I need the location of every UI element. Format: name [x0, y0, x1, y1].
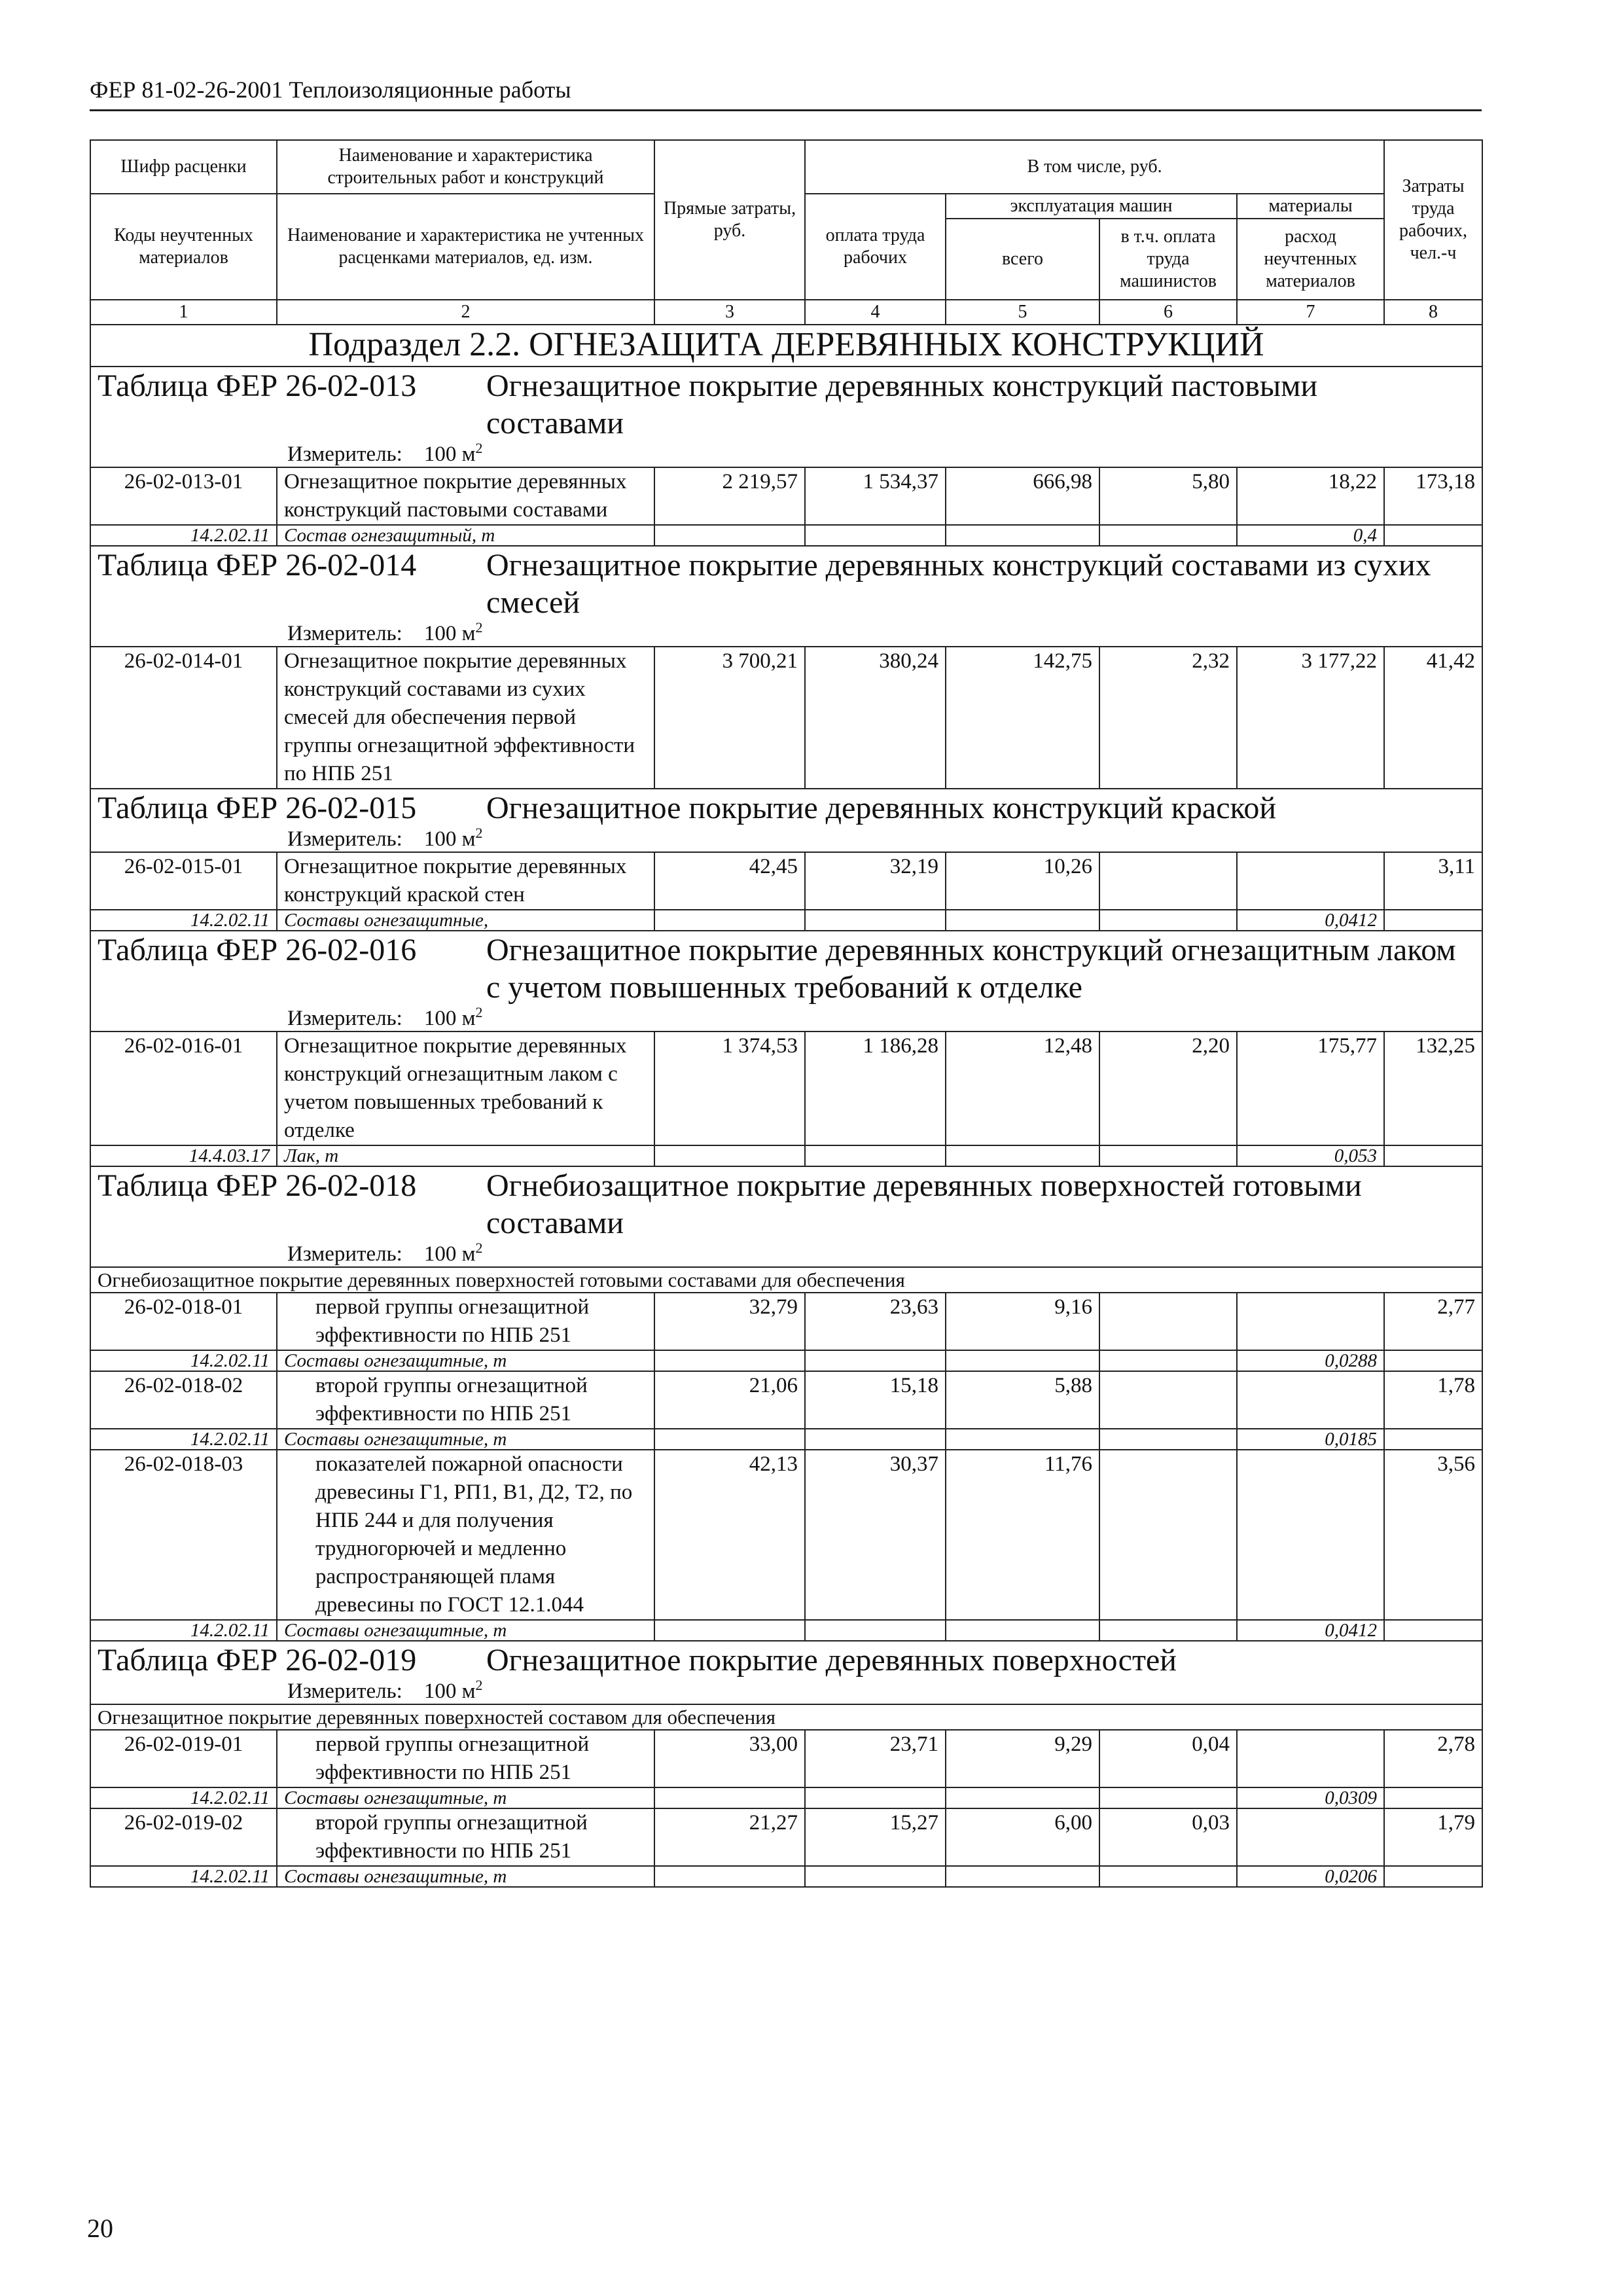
- direct-cost: 2 219,57: [654, 467, 805, 525]
- machines-total: 142,75: [946, 647, 1099, 789]
- labor-hours: 2,77: [1384, 1293, 1482, 1350]
- table-row: [90, 647, 1482, 789]
- empty-cell: [1384, 525, 1482, 546]
- table-heading-row: [90, 1641, 1482, 1704]
- wages-cost: 1 186,28: [805, 1031, 946, 1145]
- machines-total: 12,48: [946, 1031, 1099, 1145]
- empty-cell: [805, 1429, 946, 1450]
- empty-cell: [805, 1620, 946, 1641]
- empty-cell: [1099, 1620, 1237, 1641]
- table-code: Таблица ФЕР 26-02-016: [98, 933, 417, 967]
- empty-cell: [654, 1145, 805, 1166]
- rate-code: 26-02-019-01: [90, 1730, 277, 1787]
- empty-cell: [805, 1350, 946, 1371]
- table-row: [90, 1450, 1482, 1620]
- table-body: [90, 325, 1482, 1887]
- table-row: [90, 467, 1482, 525]
- empty-cell: [946, 1429, 1099, 1450]
- unit-label: Измеритель:: [287, 827, 402, 851]
- empty-cell: [805, 1145, 946, 1166]
- material-row: [90, 1429, 1482, 1450]
- unit-value: 100 м: [423, 622, 476, 645]
- machinist-wages: 5,80: [1099, 467, 1237, 525]
- empty-cell: [946, 1620, 1099, 1641]
- empty-cell: [1384, 1620, 1482, 1641]
- table-heading-row: [90, 546, 1482, 647]
- table-heading-row: [90, 367, 1482, 467]
- document-title: ФЕР 81-02-26-2001 Теплоизоляционные работы: [90, 77, 571, 103]
- labor-hours: 3,11: [1384, 852, 1482, 910]
- wages-cost: 30,37: [805, 1450, 946, 1620]
- empty-cell: [946, 525, 1099, 546]
- empty-cell: [654, 525, 805, 546]
- table-row: [90, 1808, 1482, 1866]
- table-row: [90, 1031, 1482, 1145]
- material-usage: 0,0309: [1237, 1787, 1384, 1808]
- wages-cost: 15,18: [805, 1371, 946, 1429]
- machines-total: 5,88: [946, 1371, 1099, 1429]
- work-name: второй группы огнезащитной эффективности по НПБ 251: [277, 1808, 654, 1866]
- machinist-wages: [1099, 1371, 1237, 1429]
- wages-cost: 15,27: [805, 1808, 946, 1866]
- direct-cost: 42,13: [654, 1450, 805, 1620]
- empty-cell: [805, 910, 946, 931]
- empty-cell: [1099, 1145, 1237, 1166]
- col-header-mat-usage: расход неучтенных материалов: [1237, 219, 1384, 300]
- col-number: 3: [654, 300, 805, 325]
- table-heading: [90, 931, 1482, 1031]
- direct-cost: 21,06: [654, 1371, 805, 1429]
- material-name: Составы огнезащитные, т: [277, 1787, 654, 1808]
- empty-cell: [654, 1787, 805, 1808]
- machinist-wages: 0,03: [1099, 1808, 1237, 1866]
- price-table: [90, 139, 1483, 1888]
- unit-value: 100 м: [423, 1007, 476, 1030]
- unit-label: Измеритель:: [287, 622, 402, 645]
- col-header-name: Наименование и характеристика строительных работ и конструкций: [277, 140, 654, 194]
- machines-total: 6,00: [946, 1808, 1099, 1866]
- table-code: Таблица ФЕР 26-02-018: [98, 1168, 417, 1203]
- direct-cost: 32,79: [654, 1293, 805, 1350]
- empty-cell: [946, 1350, 1099, 1371]
- table-row: [90, 1730, 1482, 1787]
- table-title: Огнезащитное покрытие деревянных поверхностей: [486, 1643, 1177, 1677]
- materials-cost: [1237, 1808, 1384, 1866]
- work-name: Огнезащитное покрытие деревянных конструкций составами из сухих смесей для обеспечения первой группы огнезащитной эффективности по НПБ 251: [277, 647, 654, 789]
- table-heading: [90, 1166, 1482, 1267]
- labor-hours: 41,42: [1384, 647, 1482, 789]
- empty-cell: [1384, 1350, 1482, 1371]
- material-code: 14.4.03.17: [90, 1145, 277, 1166]
- materials-cost: [1237, 1450, 1384, 1620]
- unit-exponent: 2: [475, 1677, 483, 1693]
- materials-cost: [1237, 852, 1384, 910]
- unit-label: Измеритель:: [287, 1679, 402, 1703]
- empty-cell: [1099, 525, 1237, 546]
- work-name: первой группы огнезащитной эффективности по НПБ 251: [277, 1293, 654, 1350]
- table-row: [90, 852, 1482, 910]
- table-code: Таблица ФЕР 26-02-019: [98, 1643, 417, 1677]
- material-row: [90, 1787, 1482, 1808]
- col-header-code: Шифр расценки: [90, 140, 277, 194]
- section-title: Подраздел 2.2. ОГНЕЗАЩИТА ДЕРЕВЯННЫХ КОНСТРУКЦИЙ: [90, 325, 1482, 367]
- direct-cost: 3 700,21: [654, 647, 805, 789]
- table-heading-row: [90, 1166, 1482, 1267]
- empty-cell: [946, 910, 1099, 931]
- materials-cost: [1237, 1371, 1384, 1429]
- machinist-wages: 0,04: [1099, 1730, 1237, 1787]
- material-usage: 0,0288: [1237, 1350, 1384, 1371]
- empty-cell: [1384, 910, 1482, 931]
- table-code: Таблица ФЕР 26-02-015: [98, 791, 417, 825]
- table-heading-row: [90, 931, 1482, 1031]
- rate-code: 26-02-014-01: [90, 647, 277, 789]
- work-name: Огнезащитное покрытие деревянных конструкций огнезащитным лаком с учетом повышенных требований к отделке: [277, 1031, 654, 1145]
- direct-cost: 21,27: [654, 1808, 805, 1866]
- unit-exponent: 2: [475, 619, 483, 636]
- rate-code: 26-02-018-01: [90, 1293, 277, 1350]
- unit-line: [98, 1006, 1475, 1031]
- table-heading: [90, 367, 1482, 467]
- material-name: Составы огнезащитные, т: [277, 1350, 654, 1371]
- work-name: Огнезащитное покрытие деревянных конструкций пастовыми составами: [277, 467, 654, 525]
- machinist-wages: [1099, 1450, 1237, 1620]
- empty-cell: [805, 1866, 946, 1887]
- page-number: 20: [87, 2214, 113, 2243]
- labor-hours: 3,56: [1384, 1450, 1482, 1620]
- col-number: 5: [946, 300, 1099, 325]
- material-name: Составы огнезащитные,: [277, 910, 654, 931]
- empty-cell: [946, 1787, 1099, 1808]
- table-title: Огнезащитное покрытие деревянных конструкций пастовыми составами: [486, 368, 1318, 440]
- materials-cost: 18,22: [1237, 467, 1384, 525]
- empty-cell: [654, 1620, 805, 1641]
- empty-cell: [1099, 1429, 1237, 1450]
- material-name: Составы огнезащитные, т: [277, 1429, 654, 1450]
- material-code: 14.2.02.11: [90, 1787, 277, 1808]
- material-usage: 0,053: [1237, 1145, 1384, 1166]
- wages-cost: 380,24: [805, 647, 946, 789]
- col-header-direct: Прямые затраты, руб.: [654, 140, 805, 300]
- work-name: первой группы огнезащитной эффективности по НПБ 251: [277, 1730, 654, 1787]
- group-caption: Огнезащитное покрытие деревянных поверхностей составом для обеспечения: [90, 1704, 1482, 1730]
- wages-cost: 23,63: [805, 1293, 946, 1350]
- wages-cost: 23,71: [805, 1730, 946, 1787]
- machines-total: 9,16: [946, 1293, 1099, 1350]
- material-code: 14.2.02.11: [90, 525, 277, 546]
- col-header-code-sub: Коды неучтенных материалов: [90, 194, 277, 300]
- material-usage: 0,0412: [1237, 1620, 1384, 1641]
- material-usage: 0,0412: [1237, 910, 1384, 931]
- table-row: [90, 1293, 1482, 1350]
- machinist-wages: 2,20: [1099, 1031, 1237, 1145]
- col-header-mach-wages: в т.ч. оплата труда машинистов: [1099, 219, 1237, 300]
- material-name: Лак, т: [277, 1145, 654, 1166]
- labor-hours: 132,25: [1384, 1031, 1482, 1145]
- empty-cell: [654, 1350, 805, 1371]
- materials-cost: 175,77: [1237, 1031, 1384, 1145]
- table-title: Огнезащитное покрытие деревянных конструкций краской: [486, 791, 1277, 825]
- col-number: 2: [277, 300, 654, 325]
- material-row: [90, 910, 1482, 931]
- empty-cell: [1099, 1350, 1237, 1371]
- unit-value: 100 м: [423, 1242, 476, 1266]
- empty-cell: [654, 1866, 805, 1887]
- material-usage: 0,0206: [1237, 1866, 1384, 1887]
- unit-label: Измеритель:: [287, 1242, 402, 1266]
- unit-value: 100 м: [423, 827, 476, 851]
- col-number: 4: [805, 300, 946, 325]
- empty-cell: [1099, 910, 1237, 931]
- unit-line: [98, 827, 1475, 852]
- material-row: [90, 1145, 1482, 1166]
- col-header-name-sub: Наименование и характеристика не учтенных расценками материалов, ед. изм.: [277, 194, 654, 300]
- unit-line: [98, 442, 1475, 467]
- direct-cost: 33,00: [654, 1730, 805, 1787]
- labor-hours: 173,18: [1384, 467, 1482, 525]
- material-usage: 0,0185: [1237, 1429, 1384, 1450]
- wages-cost: 32,19: [805, 852, 946, 910]
- empty-cell: [946, 1145, 1099, 1166]
- material-row: [90, 525, 1482, 546]
- material-usage: 0,4: [1237, 525, 1384, 546]
- group-caption: Огнебиозащитное покрытие деревянных поверхностей готовыми составами для обеспечения: [90, 1267, 1482, 1293]
- table-title: Огнезащитное покрытие деревянных конструкций огнезащитным лаком с учетом повышенных требований к отделке: [486, 933, 1456, 1005]
- col-header-materials: материалы: [1237, 194, 1384, 219]
- empty-cell: [805, 525, 946, 546]
- table-heading-row: [90, 789, 1482, 852]
- group-caption-row: [90, 1704, 1482, 1730]
- material-code: 14.2.02.11: [90, 1429, 277, 1450]
- work-name: показателей пожарной опасности древесины Г1, РП1, В1, Д2, Т2, по НПБ 244 и для получения трудногорючей и медленно распространяющей пламя древесины по ГОСТ 12.1.044: [277, 1450, 654, 1620]
- unit-line: [98, 1242, 1475, 1266]
- unit-exponent: 2: [475, 1240, 483, 1256]
- col-number: 6: [1099, 300, 1237, 325]
- machinist-wages: [1099, 1293, 1237, 1350]
- rate-code: 26-02-015-01: [90, 852, 277, 910]
- material-code: 14.2.02.11: [90, 1866, 277, 1887]
- table-header: [90, 140, 1482, 325]
- material-row: [90, 1866, 1482, 1887]
- group-caption-row: [90, 1267, 1482, 1293]
- table-heading: [90, 789, 1482, 852]
- wages-cost: 1 534,37: [805, 467, 946, 525]
- empty-cell: [946, 1866, 1099, 1887]
- direct-cost: 1 374,53: [654, 1031, 805, 1145]
- unit-exponent: 2: [475, 825, 483, 841]
- material-code: 14.2.02.11: [90, 1620, 277, 1641]
- table-code: Таблица ФЕР 26-02-014: [98, 548, 417, 583]
- machines-total: 10,26: [946, 852, 1099, 910]
- col-header-machines: эксплуатация машин: [946, 194, 1237, 219]
- direct-cost: 42,45: [654, 852, 805, 910]
- materials-cost: 3 177,22: [1237, 647, 1384, 789]
- rate-code: 26-02-013-01: [90, 467, 277, 525]
- material-name: Составы огнезащитные, т: [277, 1866, 654, 1887]
- empty-cell: [805, 1787, 946, 1808]
- material-name: Составы огнезащитные, т: [277, 1620, 654, 1641]
- col-header-incl: В том числе, руб.: [805, 140, 1384, 194]
- unit-exponent: 2: [475, 1004, 483, 1020]
- material-row: [90, 1620, 1482, 1641]
- labor-hours: 1,78: [1384, 1371, 1482, 1429]
- rate-code: 26-02-018-03: [90, 1450, 277, 1620]
- unit-value: 100 м: [423, 442, 476, 466]
- material-code: 14.2.02.11: [90, 1350, 277, 1371]
- table-row: [90, 1371, 1482, 1429]
- rate-code: 26-02-016-01: [90, 1031, 277, 1145]
- table-heading: [90, 546, 1482, 647]
- unit-line: [98, 1679, 1475, 1704]
- material-name: Состав огнезащитный, т: [277, 525, 654, 546]
- materials-cost: [1237, 1293, 1384, 1350]
- unit-value: 100 м: [423, 1679, 476, 1703]
- material-row: [90, 1350, 1482, 1371]
- rate-code: 26-02-019-02: [90, 1808, 277, 1866]
- unit-label: Измеритель:: [287, 442, 402, 466]
- col-header-mach-total: всего: [946, 219, 1099, 300]
- col-header-wages: оплата труда рабочих: [805, 194, 946, 300]
- unit-line: [98, 621, 1475, 646]
- table-code: Таблица ФЕР 26-02-013: [98, 368, 417, 403]
- machines-total: 9,29: [946, 1730, 1099, 1787]
- empty-cell: [654, 1429, 805, 1450]
- running-header: [90, 73, 1482, 111]
- empty-cell: [1099, 1866, 1237, 1887]
- labor-hours: 2,78: [1384, 1730, 1482, 1787]
- machinist-wages: 2,32: [1099, 647, 1237, 789]
- empty-cell: [1384, 1787, 1482, 1808]
- col-number: 8: [1384, 300, 1482, 325]
- rate-code: 26-02-018-02: [90, 1371, 277, 1429]
- empty-cell: [1384, 1866, 1482, 1887]
- machines-total: 666,98: [946, 467, 1099, 525]
- table-heading: [90, 1641, 1482, 1704]
- work-name: второй группы огнезащитной эффективности по НПБ 251: [277, 1371, 654, 1429]
- table-title: Огнезащитное покрытие деревянных конструкций составами из сухих смесей: [486, 548, 1431, 620]
- col-number: 7: [1237, 300, 1384, 325]
- labor-hours: 1,79: [1384, 1808, 1482, 1866]
- unit-exponent: 2: [475, 440, 483, 456]
- empty-cell: [1384, 1145, 1482, 1166]
- empty-cell: [654, 910, 805, 931]
- empty-cell: [1099, 1787, 1237, 1808]
- col-header-labor: Затраты труда рабочих, чел.-ч: [1384, 140, 1482, 300]
- table-title: Огнебиозащитное покрытие деревянных поверхностей готовыми составами: [486, 1168, 1362, 1240]
- work-name: Огнезащитное покрытие деревянных конструкций краской стен: [277, 852, 654, 910]
- empty-cell: [1384, 1429, 1482, 1450]
- machines-total: 11,76: [946, 1450, 1099, 1620]
- material-code: 14.2.02.11: [90, 910, 277, 931]
- col-number: 1: [90, 300, 277, 325]
- machinist-wages: [1099, 852, 1237, 910]
- unit-label: Измеритель:: [287, 1007, 402, 1030]
- materials-cost: [1237, 1730, 1384, 1787]
